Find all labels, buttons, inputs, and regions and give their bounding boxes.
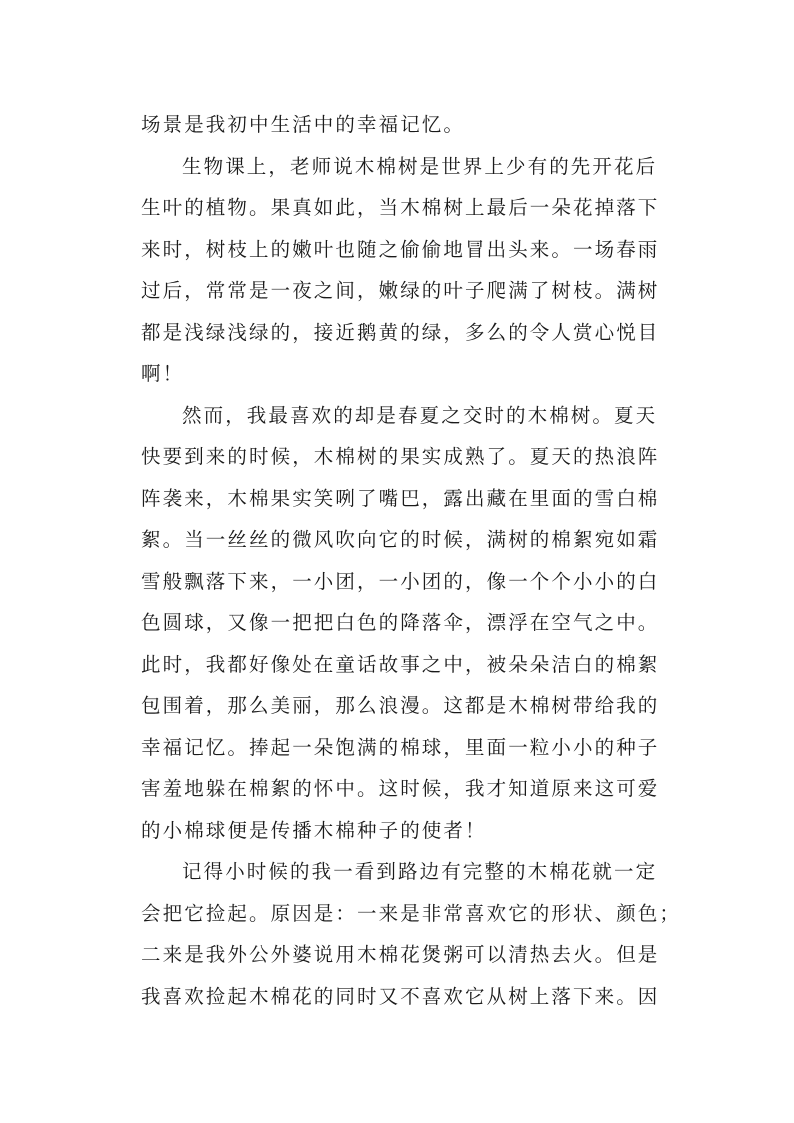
text-line: 生叶的植物。果真如此，当木棉树上最后一朵花掉落下 [141, 196, 660, 219]
text-line: 二来是我外公外婆说用木棉花煲粥可以清热去火。但是 [141, 943, 660, 966]
text-line: 絮。当一丝丝的微风吹向它的时候，满树的棉絮宛如霜 [141, 528, 660, 551]
text-line: 此时，我都好像处在童话故事之中，被朵朵洁白的棉絮 [141, 652, 660, 676]
text-line: 害羞地躲在棉絮的怀中。这时候，我才知道原来这可爱 [141, 777, 660, 800]
text-line: 雪般飘落下来，一小团，一小团的，像一个个小小的白 [141, 569, 660, 593]
paragraph-start-line: 记得小时候的我一看到路边有完整的木棉花就一定 [182, 860, 658, 883]
paragraph-start-line: 然而，我最喜欢的却是春夏之交时的木棉树。夏天 [182, 403, 658, 427]
text-line: 色圆球，又像一把把白色的降落伞，漂浮在空气之中。 [141, 611, 660, 634]
text-line: 啊！ [141, 362, 185, 385]
text-line: 过后，常常是一夜之间，嫩绿的叶子爬满了树枝。满树 [141, 279, 660, 302]
text-line: 会把它捡起。原因是：一来是非常喜欢它的形状、颜色； [141, 901, 682, 925]
text-line: 我喜欢捡起木棉花的同时又不喜欢它从树上落下来。因 [141, 984, 660, 1008]
paragraph-start-line: 生物课上，老师说木棉树是世界上少有的先开花后 [182, 154, 658, 178]
text-line: 的小棉球便是传播木棉种子的使者！ [141, 818, 487, 842]
text-line: 快要到来的时候，木棉树的果实成熟了。夏天的热浪阵 [141, 445, 660, 468]
text-line: 都是浅绿浅绿的，接近鹅黄的绿，多么的令人赏心悦目 [141, 320, 660, 344]
text-line: 场景是我初中生活中的幸福记忆。 [141, 113, 466, 136]
text-line: 阵袭来，木棉果实笑咧了嘴巴，露出藏在里面的雪白棉 [141, 486, 660, 510]
essay-body [141, 104, 682, 1017]
text-line: 来时，树枝上的嫩叶也随之偷偷地冒出头来。一场春雨 [141, 237, 660, 261]
text-line: 幸福记忆。捧起一朵饱满的棉球，里面一粒小小的种子 [141, 735, 660, 759]
text-line: 包围着，那么美丽，那么浪漫。这都是木棉树带给我的 [141, 694, 660, 717]
